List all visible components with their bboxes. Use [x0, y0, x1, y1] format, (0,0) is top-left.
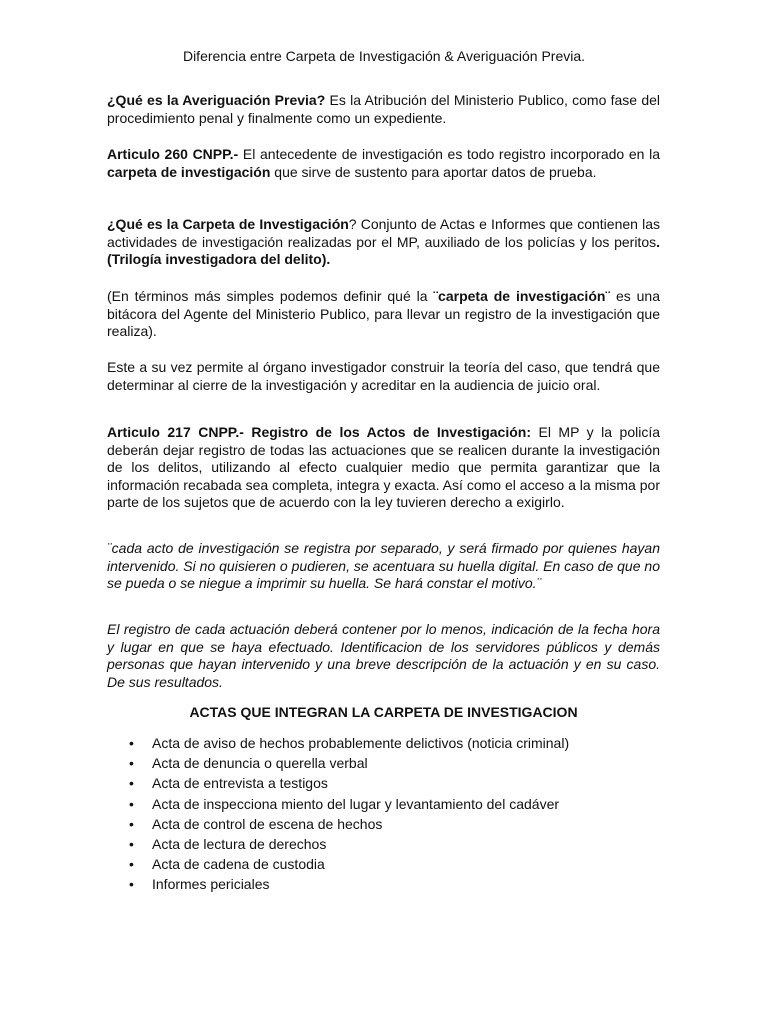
list-item-label: Acta de denuncia o querella verbal: [152, 755, 368, 772]
list-item-label: Informes periciales: [152, 876, 270, 893]
question-averiguacion-previa: ¿Qué es la Averiguación Previa?: [107, 92, 326, 108]
list-item: [107, 834, 660, 854]
list-item: [107, 854, 660, 874]
paragraph-registro-actuacion: El registro de cada actuación deberá contener por lo menos, indicación de la fecha hora y lugar en que se haya efectuado. Identificacion de los servidores públicos y demás personas que hayan intervenido y una breve descripción de la actuación y en su caso. De sus resultados.: [107, 621, 660, 690]
list-item: [107, 733, 660, 753]
list-item-label: Acta de inspecciona miento del lugar y levantamiento del cadáver: [152, 795, 560, 812]
article-260-text-b: que sirve de sustento para aportar datos de prueba.: [270, 163, 597, 180]
trilogia-note: . (Trilogía investigadora del delito).: [107, 233, 660, 268]
paragraph-carpeta-investigacion: [107, 216, 660, 269]
bullet-icon: •: [129, 755, 134, 772]
bullet-icon: •: [129, 775, 134, 792]
paragraph-averiguacion-previa: [107, 92, 660, 127]
article-217-text: El MP y la policía deberán dejar registro de todas las actuaciones que se realicen durante la investigación de los delitos, utilizando al efecto cualquier medio que permita garantizar que la información recabada sea completa, integra y exacta. Así como el acceso a la misma por parte de los sujetos que de acuerdo con la ley tuvieren derecho a exigirlo.: [107, 424, 660, 511]
list-item: [107, 814, 660, 834]
article-260-heading: Articulo 260 CNPP.-: [107, 146, 239, 162]
article-217-heading: Articulo 217 CNPP.- Registro de los Actos de Investigación:: [107, 424, 531, 440]
list-item-label: Acta de lectura de derechos: [152, 836, 327, 853]
bullet-icon: •: [129, 795, 134, 812]
list-item-label: Acta de entrevista a testigos: [152, 775, 328, 792]
bullet-icon: •: [129, 856, 134, 873]
list-item-label: Acta de control de escena de hechos: [152, 815, 383, 832]
bullet-icon: •: [129, 836, 134, 853]
article-260-term: carpeta de investigación: [107, 163, 271, 180]
acts-list: [107, 733, 660, 895]
paragraph-teoria-del-caso: Este a su vez permite al órgano investigador construir la teoría del caso, que tendrá que determinar al cierre de la investigación y acreditar en la audiencia de juicio oral.: [107, 359, 660, 393]
document-title: Diferencia entre Carpeta de Investigación & Averiguación Previa.: [182, 48, 586, 64]
bullet-icon: •: [129, 815, 134, 832]
question-carpeta-investigacion: ¿Qué es la Carpeta de Investigación: [107, 216, 349, 232]
simple-definition-term: ¨carpeta de investigación¨: [433, 288, 611, 304]
list-item: [107, 874, 660, 894]
paragraph-simple-definition: [107, 288, 660, 341]
list-item: [107, 753, 660, 773]
list-item: [107, 794, 660, 814]
list-item-label: Acta de aviso de hechos probablemente delictivos (noticia criminal): [152, 735, 570, 751]
bullet-icon: •: [129, 876, 134, 893]
paragraph-articulo-217: [107, 424, 660, 512]
answer-carpeta-investigacion: ? Conjunto de Actas e Informes que contienen las actividades de investigación realizadas por el MP, auxiliado de los policías y los peritos: [107, 216, 660, 250]
simple-definition-text-a: (En términos más simples podemos definir qué la: [107, 288, 434, 304]
list-item: [107, 773, 660, 793]
paragraph-articulo-260: [107, 146, 660, 181]
answer-averiguacion-previa: Es la Atribución del Ministerio Publico, como fase del procedimiento penal y finalmente como un expediente.: [107, 92, 660, 126]
quote-acto-investigacion: ¨cada acto de investigación se registra por separado, y será firmado por quienes hayan intervenido. Si no quisieren o pudieren, se acentuara su huella digital. En caso de que no se pueda o se niegue a imprimir su huella. Se hará constar el motivo.¨: [107, 540, 660, 592]
section-heading-actas: ACTAS QUE INTEGRAN LA CARPETA DE INVESTIGACION: [189, 704, 578, 720]
simple-definition-text-b: es una bitácora del Agente del Ministerio Publico, para llevar un registro de la investigación que realiza).: [107, 288, 660, 340]
list-item-label: Acta de cadena de custodia: [152, 856, 325, 873]
bullet-icon: •: [129, 735, 134, 751]
article-260-text-a: El antecedente de investigación es todo registro incorporado en la: [238, 146, 660, 162]
